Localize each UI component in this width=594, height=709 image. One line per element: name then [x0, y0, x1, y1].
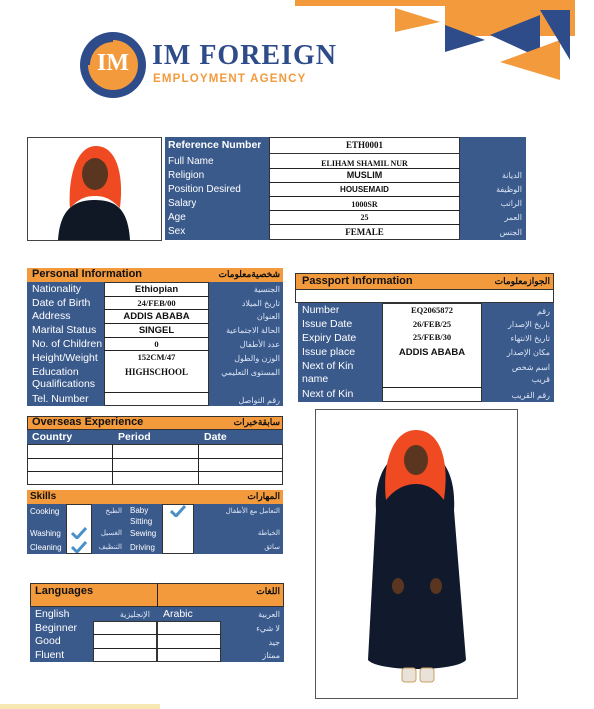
personal-ar-tel: رقم التواصل	[238, 396, 280, 405]
reference-value: ETH0001	[345, 140, 383, 150]
profile-value-position: HOUSEMAID	[340, 185, 389, 194]
profile-photo	[27, 137, 162, 241]
personal-value-children: 0	[154, 339, 159, 349]
passport-info-title-ar: الجوازمعلومات	[494, 276, 550, 286]
personal-value-height-weight: 152CM/47	[137, 352, 176, 362]
lang-row-beginner: Beginner	[35, 622, 78, 634]
logo	[78, 30, 148, 100]
personal-label-address: Address	[32, 310, 71, 322]
passport-label-kin: Next of Kin	[302, 388, 354, 400]
lang-row-good-ar: جيد	[268, 638, 280, 647]
profile-value-salary: 1000SR	[351, 200, 378, 209]
passport-ar-kin-name: اسم شخص قريب	[511, 363, 550, 384]
profile-value-religion: MUSLIM	[346, 170, 383, 180]
personal-info-title-ar: شخصيةمعلومات	[218, 269, 280, 279]
skills-title-ar: المهارات	[247, 491, 280, 501]
overseas-title: Overseas Experience	[32, 416, 144, 428]
reference-right-cell	[460, 137, 526, 154]
personal-value-nationality: Ethiopian	[134, 284, 179, 295]
passport-ar-number: رقم	[536, 307, 550, 316]
profile-label-salary: Salary	[168, 198, 197, 209]
personal-value-marital: SINGEL	[138, 325, 175, 336]
personal-ar-children: عدد الأطفال	[239, 340, 280, 349]
logo-mark-text: IM	[97, 50, 129, 76]
lang-col-arabic-ar: العربية	[258, 610, 280, 619]
profile-label-sex: Sex	[168, 226, 186, 237]
personal-ar-height-weight: الوزن والطول	[234, 354, 280, 363]
lang-row-fluent-ar: ممتاز	[262, 651, 280, 660]
personal-value-dob: 24/FEB/00	[137, 298, 176, 308]
personal-ar-nationality: الجنسية	[253, 285, 280, 294]
profile-value-age: 25	[360, 213, 369, 222]
personal-label-education: Education Qualifications	[32, 366, 96, 390]
skill-ar-cooking: الطبخ	[105, 508, 122, 515]
profile-label-position: Position Desired	[168, 184, 241, 195]
personal-label-tel: Tel. Number	[32, 393, 89, 405]
passport-value-issue-place: ADDIS ABABA	[398, 347, 466, 358]
passport-value-expiry-date: 25/FEB/30	[412, 332, 452, 342]
skill-label-baby-sitting: Baby Sitting	[130, 506, 153, 526]
personal-ar-marital: الحالة الاجتماعية	[226, 326, 280, 335]
lang-col-english-ar: الإنجليزية	[119, 610, 150, 619]
profile-ar-position: الوظيفة	[496, 185, 522, 194]
lang-col-english: English	[35, 608, 70, 620]
passport-label-issue-date: Issue Date	[302, 318, 353, 330]
skill-ar-cleaning: التنظيف	[98, 544, 122, 551]
skill-label-washing: Washing	[30, 529, 61, 538]
overseas-col-date: Date	[204, 431, 227, 443]
passport-label-kin-name: Next of Kin name	[302, 360, 354, 385]
skill-ar-sewing: الخياطة	[257, 530, 280, 537]
profile-value-sex: FEMALE	[345, 227, 384, 237]
profile-label-full-name: Full Name	[168, 156, 214, 167]
personal-label-children: No. of Children	[32, 338, 103, 350]
skill-label-cooking: Cooking	[30, 507, 60, 516]
skill-ar-driving: سائق	[264, 544, 280, 551]
personal-label-height-weight: Height/Weight	[32, 352, 98, 364]
passport-spacer	[295, 290, 554, 303]
lang-row-beginner-ar: لا شيء	[256, 624, 280, 633]
person-full-photo-icon	[316, 410, 517, 698]
lang-col-arabic: Arabic	[163, 608, 193, 620]
header-arrow-graphics	[390, 0, 580, 90]
passport-value-issue-date: 26/FEB/25	[412, 319, 452, 329]
passport-ar-expiry-date: تاريخ الانتهاء	[510, 334, 550, 343]
profile-value-full-name: ELIHAM SHAMIL NUR	[321, 159, 408, 168]
lang-row-good: Good	[35, 635, 61, 647]
check-icon	[71, 527, 87, 539]
profile-ar-religion: الديانة	[501, 171, 522, 180]
personal-ar-dob: تاريخ الميلاد	[241, 299, 280, 308]
overseas-title-ar: سابقةخبرات	[233, 417, 280, 427]
profile-ar-sex: الجنس	[499, 228, 522, 237]
brand-name: IM FOREIGN	[152, 40, 337, 71]
passport-label-issue-place: Issue place	[302, 346, 356, 358]
personal-label-nationality: Nationality	[32, 283, 82, 295]
personal-label-marital: Marital Status	[32, 324, 97, 336]
lang-row-fluent: Fluent	[35, 649, 65, 661]
brand-tagline: EMPLOYMENT AGENCY	[153, 73, 307, 85]
personal-label-dob: Date of Birth	[32, 297, 91, 309]
profile-ar-salary: الراتب	[500, 199, 522, 208]
profile-label-religion: Religion	[168, 170, 205, 181]
passport-label-expiry-date: Expiry Date	[302, 332, 357, 344]
skills-title: Skills	[30, 491, 57, 502]
lang-english-cells	[93, 621, 157, 662]
full-body-photo	[315, 409, 518, 699]
overseas-col-country: Country	[32, 431, 73, 443]
languages-title-ar: اللغات	[256, 586, 280, 596]
languages-title: Languages	[35, 585, 94, 597]
skill-label-sewing: Sewing	[130, 529, 157, 538]
passport-ar-kin: رقم القريب	[511, 391, 550, 400]
passport-info-title: Passport Information	[302, 275, 413, 287]
passport-ar-issue-date: تاريخ الإصدار	[507, 320, 550, 329]
skill-label-cleaning: Cleaning	[30, 543, 62, 552]
passport-value-number: EQ2065872	[410, 305, 454, 315]
personal-ar-education: المستوى التعليمي	[221, 368, 280, 377]
check-icon	[71, 541, 87, 553]
check-icon	[170, 505, 186, 517]
passport-ar-issue-place: مكان الإصدار	[506, 348, 550, 357]
personal-info-title: Personal Information	[32, 268, 143, 280]
bottom-orange-strip	[0, 704, 160, 709]
profile-label-age: Age	[168, 212, 186, 223]
skill-ar-washing: الغسيل	[100, 530, 122, 537]
person-photo-icon	[28, 138, 161, 240]
personal-ar-address: العنوان	[256, 312, 280, 321]
passport-label-number: Number	[302, 304, 340, 316]
overseas-table-body	[27, 444, 283, 485]
personal-value-education: HIGHSCHOOL	[124, 367, 188, 377]
lang-arabic-cells	[157, 621, 221, 662]
personal-value-address: ADDIS ABABA	[123, 311, 190, 322]
skill-label-driving: Driving	[130, 543, 155, 552]
overseas-col-period: Period	[118, 431, 151, 443]
profile-ar-age: العمر	[504, 213, 522, 222]
skill-ar-baby-sitting: التعامل مع الأطفال	[225, 508, 280, 515]
reference-label: Reference Number	[168, 139, 262, 151]
